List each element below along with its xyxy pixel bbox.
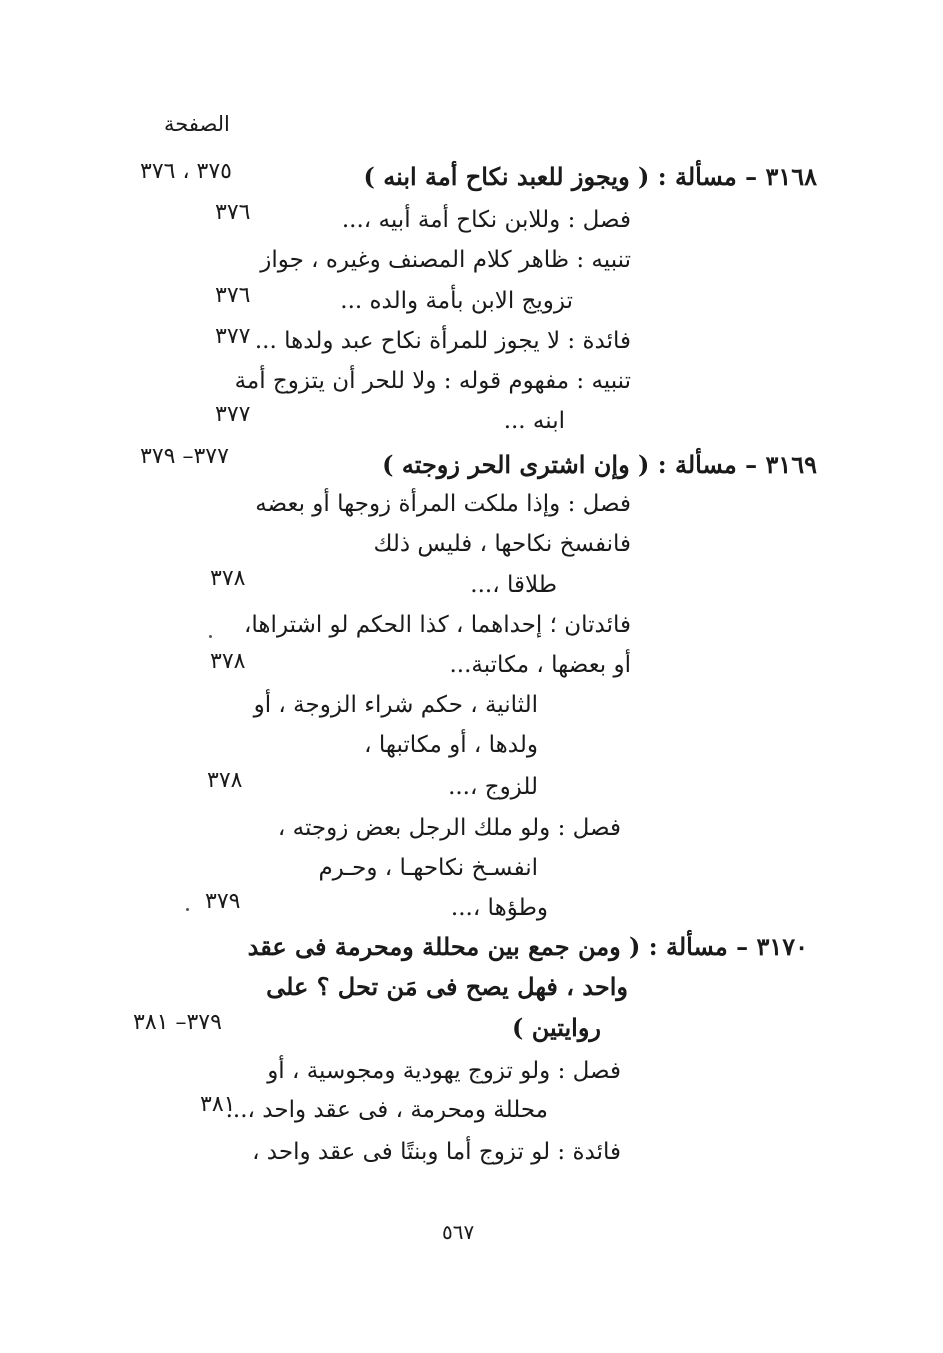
- entry-line: فائدة : لا يجوز للمرأة نكاح عبد ولدها ...: [254, 328, 631, 354]
- entry-line: تزويج الابن بأمة والده ...: [340, 288, 573, 314]
- page-reference: ٣٧٨: [210, 566, 246, 591]
- entry-line: للزوج ،...: [448, 774, 538, 800]
- page-reference: ٣٨١: [200, 1092, 236, 1117]
- entry-heading-line: روايتين ): [512, 1013, 601, 1042]
- entry-heading: ٣١٦٩ – مسألة : ( وإن اشترى الحر زوجته ): [382, 450, 817, 479]
- entry-line: فصل : وللابن نكاح أمة أبيه ،...: [341, 207, 631, 233]
- entry-line: فصل : ولو تزوج يهودية ومجوسية ، أو: [267, 1058, 621, 1084]
- entry-line: تنبيه : ظاهر كلام المصنف وغيره ، جواز: [260, 247, 631, 273]
- page-reference: ٣٧٦: [215, 200, 251, 225]
- entry-line: فانفسخ نكاحها ، فليس ذلك: [373, 531, 631, 557]
- page-reference: ٣٧٧– ٣٧٩: [140, 444, 229, 469]
- entry-line: وطؤها ،...: [450, 895, 548, 921]
- page-reference: ٣٧٧: [215, 402, 251, 427]
- entry-line: أو بعضها ، مكاتبة...: [449, 652, 631, 678]
- stray-mark: [209, 635, 212, 638]
- entry-line: ولدها ، أو مكاتبها ،: [364, 732, 538, 758]
- entry-heading: ٣١٦٨ – مسألة : ( ويجوز للعبد نكاح أمة ابنه ): [363, 162, 817, 191]
- page-reference: ٣٧٨: [210, 649, 246, 674]
- entry-line: طلاقا ،...: [470, 572, 557, 598]
- entry-line: انفسـخ نكاحهـا ، وحـرم: [318, 855, 538, 881]
- page-reference: ٣٧٦: [215, 283, 251, 308]
- entry-line: فصل : ولو ملك الرجل بعض زوجته ،: [277, 815, 621, 841]
- entry-line: ابنه ...: [503, 408, 565, 434]
- entry-heading-line: واحد ، فهل يصح فى مَن تحل ؟ على: [266, 972, 628, 1001]
- stray-mark: [186, 908, 189, 911]
- page-number: ٥٦٧: [442, 1220, 475, 1244]
- entry-line: محللة ومحرمة ، فى عقد واحد ،...: [225, 1097, 548, 1123]
- page-reference: ٣٧٩– ٣٨١: [133, 1010, 222, 1035]
- page-reference: ٣٧٥ ، ٣٧٦: [140, 159, 232, 184]
- entry-line: الثانية ، حكم شراء الزوجة ، أو: [253, 692, 538, 718]
- entry-line: فائدة : لو تزوج أما وبنتًا فى عقد واحد ،: [252, 1139, 621, 1165]
- page-reference: ٣٧٧: [215, 324, 251, 349]
- page-column-label: الصفحة: [164, 112, 230, 136]
- entry-heading: ٣١٧٠ – مسألة : ( ومن جمع بين محللة ومحرمة فى عقد: [247, 932, 808, 961]
- page-reference: ٣٧٩: [205, 889, 241, 914]
- entry-line: تنبيه : مفهوم قوله : ولا للحر أن يتزوج أمة: [234, 368, 631, 394]
- entry-line: فصل : وإذا ملكت المرأة زوجها أو بعضه: [255, 491, 631, 517]
- entry-line: فائدتان ؛ إحداهما ، كذا الحكم لو اشتراها،: [244, 612, 631, 638]
- page-reference: ٣٧٨: [207, 768, 243, 793]
